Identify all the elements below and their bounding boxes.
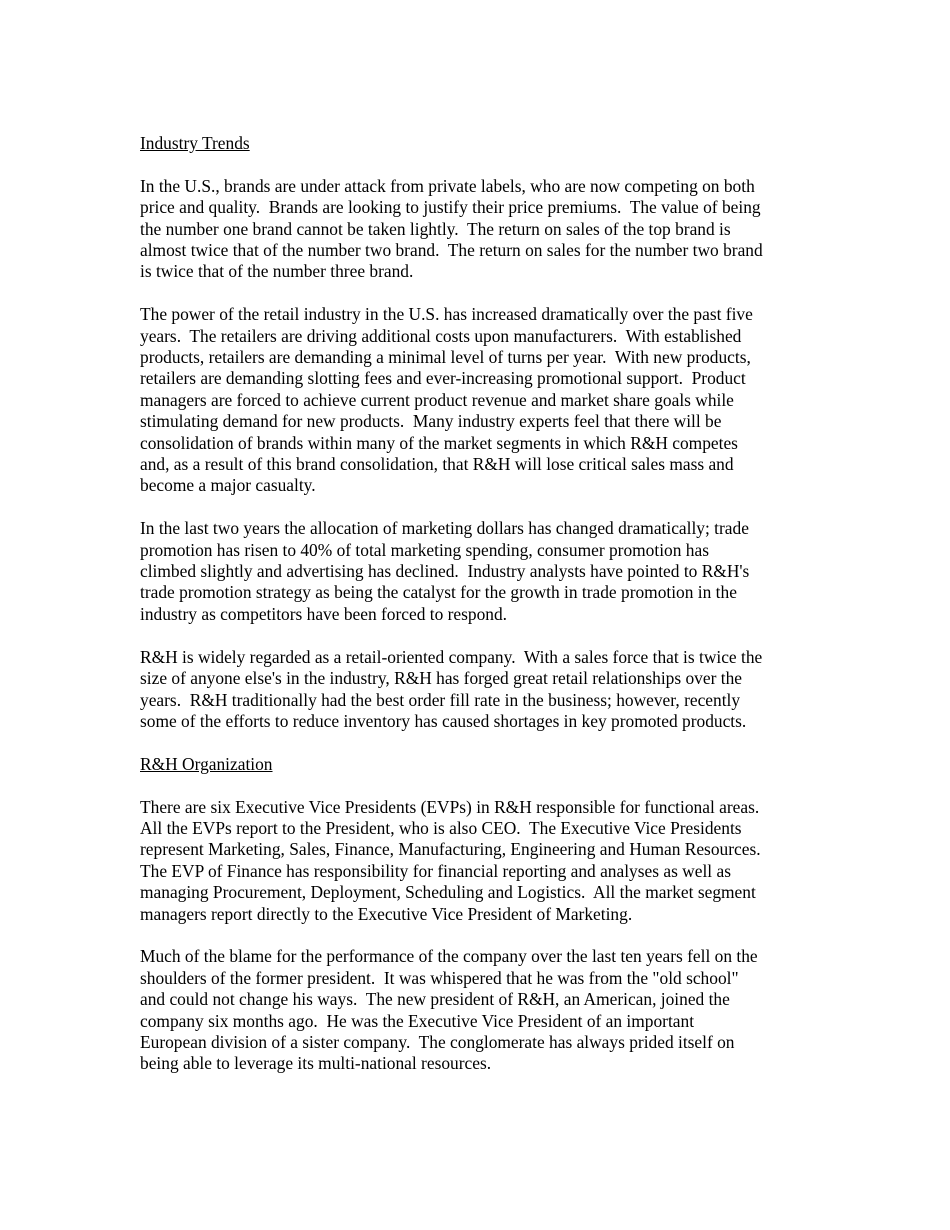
text-line: and, as a result of this brand consolidation, that R&H will lose critical sales mass and <box>140 454 734 475</box>
text-line: The EVP of Finance has responsibility for financial reporting and analyses as well as <box>140 860 731 881</box>
text-line: become a major casualty. <box>140 475 316 496</box>
text-line: consolidation of brands within many of the market segments in which R&H competes <box>140 432 738 453</box>
text-line: trade promotion strategy as being the catalyst for the growth in trade promotion in the <box>140 582 737 603</box>
text-line: almost twice that of the number two brand. The return on sales for the number two brand <box>140 240 763 261</box>
text-line: promotion has risen to 40% of total marketing spending, consumer promotion has <box>140 539 709 560</box>
text-line: the number one brand cannot be taken lightly. The return on sales of the top brand is <box>140 218 731 239</box>
text-line: European division of a sister company. The conglomerate has always prided itself on <box>140 1031 735 1052</box>
text-line: shoulders of the former president. It was whispered that he was from the "old school" <box>140 967 739 988</box>
paragraph-evps <box>140 797 820 925</box>
text-line: some of the efforts to reduce inventory has caused shortages in key promoted products. <box>140 710 747 731</box>
text-line: In the U.S., brands are under attack from private labels, who are now competing on both <box>140 175 755 196</box>
text-line: In the last two years the allocation of marketing dollars has changed dramatically; trade <box>140 518 749 539</box>
text-line: price and quality. Brands are looking to justify their price premiums. The value of being <box>140 197 761 218</box>
text-line: and could not change his ways. The new president of R&H, an American, joined the <box>140 989 730 1010</box>
text-line: The power of the retail industry in the U.S. has increased dramatically over the past five <box>140 304 753 325</box>
document-page <box>140 133 820 1096</box>
section-heading-rh-organization: R&H Organization <box>140 753 273 774</box>
text-line: years. R&H traditionally had the best order fill rate in the business; however, recently <box>140 689 741 710</box>
text-line: years. The retailers are driving additional costs upon manufacturers. With established <box>140 325 742 346</box>
paragraph-marketing-allocation <box>140 518 820 625</box>
text-line: represent Marketing, Sales, Finance, Manufacturing, Engineering and Human Resources. <box>140 839 761 860</box>
text-line: Much of the blame for the performance of the company over the last ten years fell on the <box>140 946 758 967</box>
paragraph-president <box>140 946 820 1074</box>
text-line: stimulating demand for new products. Many industry experts feel that there will be <box>140 411 722 432</box>
text-line: managing Procurement, Deployment, Scheduling and Logistics. All the market segment <box>140 882 756 903</box>
text-line: managers are forced to achieve current product revenue and market share goals while <box>140 389 734 410</box>
text-line: industry as competitors have been forced to respond. <box>140 603 508 624</box>
paragraph-private-labels <box>140 176 820 283</box>
section-heading-industry-trends: Industry Trends <box>140 133 250 153</box>
text-line: is twice that of the number three brand. <box>140 261 414 282</box>
text-line: retailers are demanding slotting fees and ever-increasing promotional support. Product <box>140 368 746 389</box>
paragraph-retail-power <box>140 304 820 497</box>
text-line: company six months ago. He was the Executive Vice President of an important <box>140 1010 695 1031</box>
text-line: climbed slightly and advertising has declined. Industry analysts have pointed to R&H's <box>140 561 750 582</box>
text-line: R&H is widely regarded as a retail-oriented company. With a sales force that is twice the <box>140 646 763 667</box>
text-line: All the EVPs report to the President, who is also CEO. The Executive Vice Presidents <box>140 817 742 838</box>
text-line: products, retailers are demanding a minimal level of turns per year. With new products, <box>140 347 751 368</box>
paragraph-retail-oriented <box>140 647 820 733</box>
text-line: managers report directly to the Executive Vice President of Marketing. <box>140 903 633 924</box>
text-line: size of anyone else's in the industry, R&H has forged great retail relationships over the <box>140 668 742 689</box>
text-line: There are six Executive Vice Presidents (EVPs) in R&H responsible for functional areas. <box>140 796 760 817</box>
text-line: being able to leverage its multi-national resources. <box>140 1053 492 1074</box>
